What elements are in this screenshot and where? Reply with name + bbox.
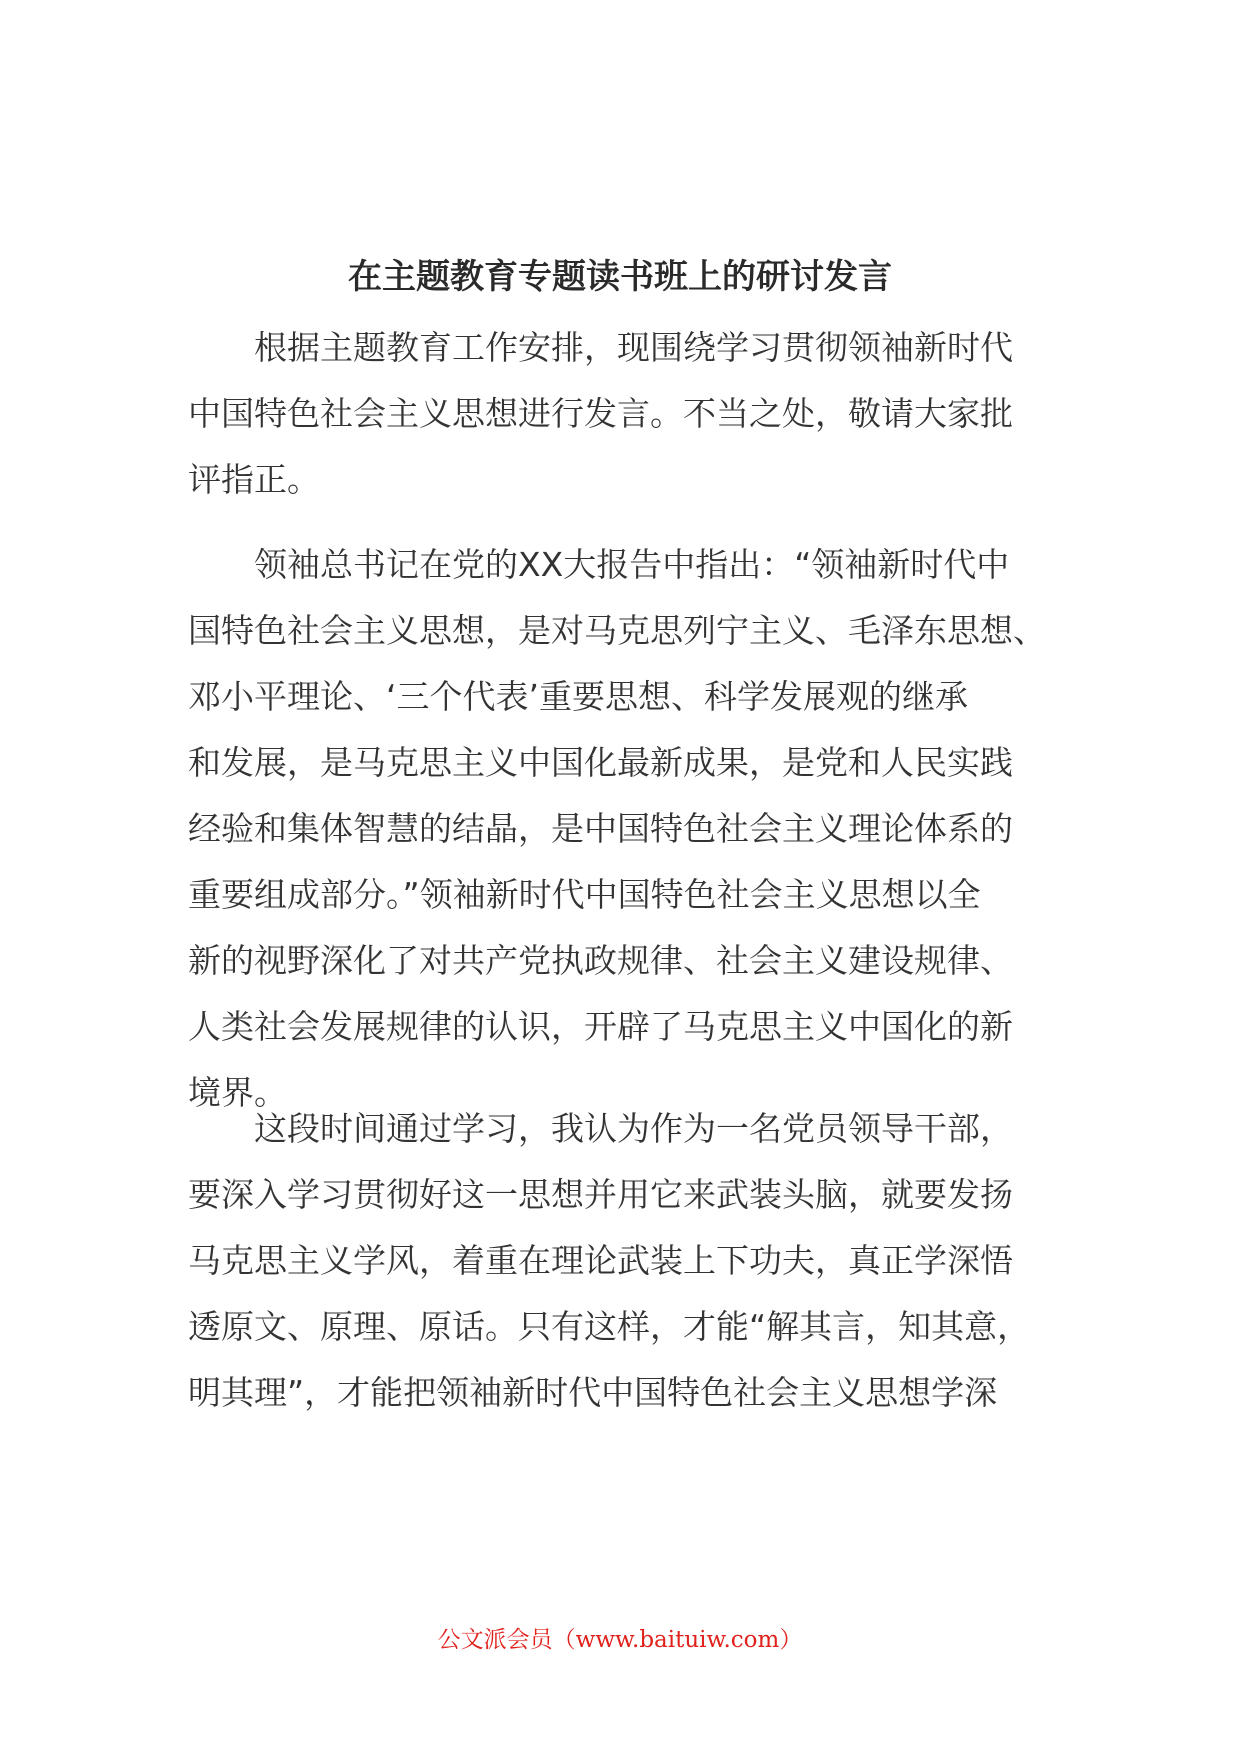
- paragraph-1: [188, 315, 1048, 513]
- paragraph-line: 邓小平理论、‘三个代表’重要思想、科学发展观的继承: [188, 677, 968, 716]
- paragraph-3: [188, 1096, 1048, 1426]
- footer-watermark-text: 公文派会员（www.baituiw.com）: [437, 1627, 803, 1653]
- paragraph-line: 领袖总书记在党的XX大报告中指出：“领袖新时代中: [254, 545, 1010, 584]
- paragraph-line: 和发展，是马克思主义中国化最新成果，是党和人民实践: [188, 743, 1013, 782]
- paragraph-line: 国特色社会主义思想，是对马克思列宁主义、毛泽东思想、: [188, 611, 1046, 650]
- paragraph-2: [188, 532, 1048, 1126]
- paragraph-line: 明其理”，才能把领袖新时代中国特色社会主义思想学深: [188, 1373, 998, 1412]
- document-title: 在主题教育专题读书班上的研讨发言: [348, 257, 892, 297]
- paragraph-line: 这段时间通过学习，我认为作为一名党员领导干部，: [254, 1109, 1013, 1148]
- paragraph-line: 重要组成部分。”领袖新时代中国特色社会主义思想以全: [188, 875, 981, 914]
- paragraph-line: 经验和集体智慧的结晶，是中国特色社会主义理论体系的: [188, 809, 1013, 848]
- paragraph-line: 中国特色社会主义思想进行发言。不当之处，敬请大家批: [188, 394, 1013, 433]
- paragraph-line: 透原文、原理、原话。只有这样，才能“解其言，知其意，: [188, 1307, 1031, 1346]
- paragraph-line: 境界。: [188, 1073, 287, 1112]
- paragraph-line: 人类社会发展规律的认识，开辟了马克思主义中国化的新: [188, 1007, 1013, 1046]
- paragraph-line: 根据主题教育工作安排，现围绕学习贯彻领袖新时代: [254, 328, 1013, 367]
- paragraph-line: 评指正。: [188, 460, 320, 499]
- paragraph-line: 马克思主义学风，着重在理论武装上下功夫，真正学深悟: [188, 1241, 1013, 1280]
- paragraph-line: 要深入学习贯彻好这一思想并用它来武装头脑，就要发扬: [188, 1175, 1013, 1214]
- paragraph-line: 新的视野深化了对共产党执政规律、社会主义建设规律、: [188, 941, 1013, 980]
